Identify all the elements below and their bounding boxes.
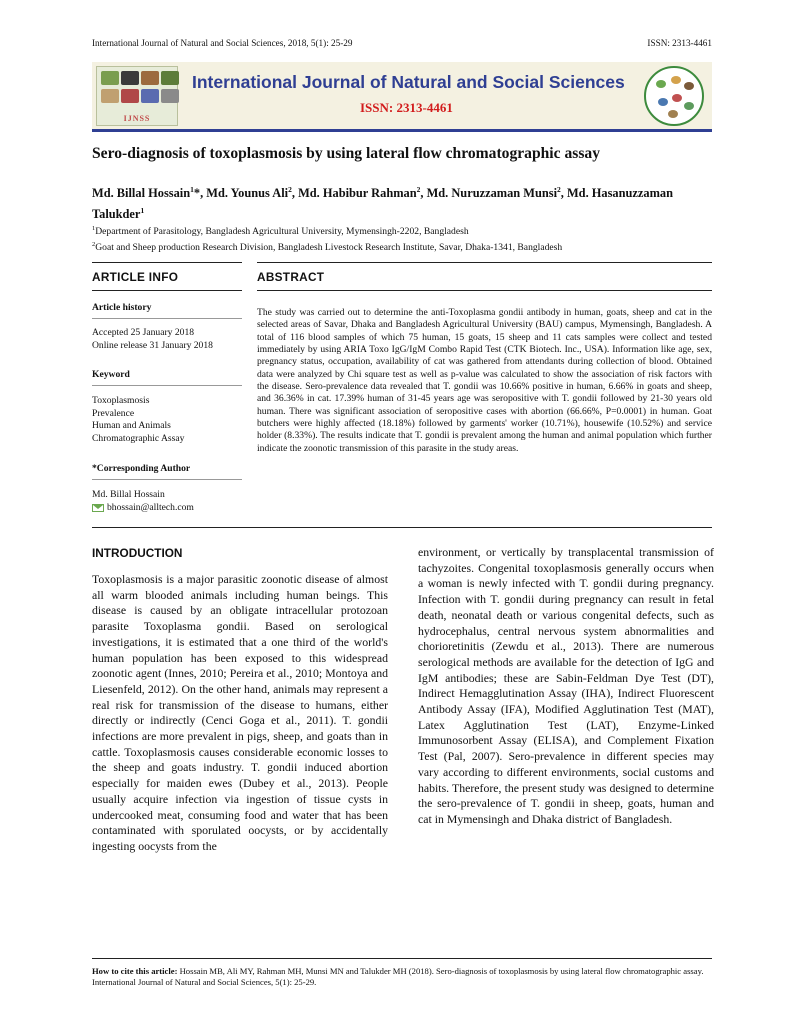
article-history bbox=[92, 302, 242, 315]
issn-header: ISSN: 2313-4461 bbox=[647, 38, 712, 48]
journal-citation-header: International Journal of Natural and Social Sciences, 2018, 5(1): 25-29 bbox=[92, 38, 353, 48]
divider bbox=[92, 958, 712, 959]
introduction-left-column: Toxoplasmosis is a major parasitic zoonotic disease of almost all warm blooded animals including human beings. This disease is caused by an obligate intracellular protozoan parasite Toxoplasma gondii. Based on serological investigations, it is estimated that a one third of the world's human population has been exposed to this widespread zoonotic agent (Innes, 2010; Pereira et al., 2010; Montoya and Liesenfeld, 2012). On the other hand, animals may represent a real risk for transmission of the disease to humans, either directly or indirectly (Cenci Goga et al., 2011). T. gondii infections are more prevalent in pigs, sheep, and goats than in cattle. Toxoplasmosis causes considerable economic losses to the sheep and goats industry. T. gondii induced abortion especially for maiden ewes (Dubey et al., 2013). People usually acquire infection via ingestion of tissue cysts in undercooked meat, consuming food and water that has been contaminated with sporulated oocysts, or by accidentally ingesting oocysts from the bbox=[92, 572, 388, 853]
author-affil-sup: 1 bbox=[140, 206, 145, 216]
journal-logo bbox=[96, 66, 178, 126]
journal-title: International Journal of Natural and Social Sciences bbox=[192, 72, 625, 92]
affiliations bbox=[92, 222, 712, 254]
email-icon bbox=[92, 504, 104, 512]
author-name: Md. Habibur Rahman bbox=[298, 186, 417, 201]
citation-text: Hossain MB, Ali MY, Rahman MH, Munsi MN and Talukder MH (2018). Sero-diagnosis of toxoplasmosis by using lateral flow chromatographic assay. International Journal of Natural and Social Sciences, 5(1): 25-29. bbox=[92, 966, 704, 987]
author-affil-sup: 1 bbox=[190, 185, 194, 194]
author-affil-sup: 2 bbox=[416, 185, 421, 194]
article-history-label: Article history bbox=[92, 302, 152, 313]
divider bbox=[92, 385, 242, 386]
divider bbox=[92, 527, 712, 528]
author-list: Md. Billal Hossain$^1$*, Md. Younus Ali$^2$, Md. Habibur Rahman$^2$, Md. Nuruzzaman Munsi$^2$, Md. Hasanuzzaman Talukder$^1$ bbox=[92, 185, 674, 222]
affiliation-2: $^2$Goat and Sheep production Research Division, Bangladesh Livestock Research Institute, Savar, Dhaka-1341, Bangladesh bbox=[92, 241, 563, 254]
journal-issn: ISSN: 2313-4461 bbox=[360, 100, 453, 115]
accepted-date: Accepted 25 January 2018 bbox=[92, 327, 195, 338]
running-header bbox=[92, 38, 712, 48]
author-affil-sup: 2 bbox=[557, 185, 561, 194]
divider bbox=[92, 479, 242, 480]
online-date: Online release 31 January 2018 bbox=[92, 339, 213, 351]
abstract-heading: ABSTRACT bbox=[257, 270, 325, 284]
abstract-text: The study was carried out to determine the anti-Toxoplasma gondii antibody in human, goats, sheep and cat in the selected areas of Savar, Dhaka and Bangladesh Agricultural University (BAU) campus, Mymensingh, Bangladesh. A total of 116 blood samples of which 75 human, 15 goats, 15 sheep and 11 cats samples were collect and tested immediately by using ARIA Toxo IgG/IgM Combo Rapid Test (CTK Biotech. Inc., USA). Information like age, sex, pregnancy status, occupation, availability of cat was gathered from attendants during collection of blood. Obtained data were analyzed by Chi square test as well as p-value was calculated to show the association of risk factors with the disease. Sero-prevalence data revealed that T. gondii was 10.66% positive in human, 6.66% in goats and sheep, and 36.36% in cat. 17.39% human of 31-45 years age was seropositive with T. gondii followed by 21-30 years old human. There was significant association of seropositive cases with abortion (66.66%, P=0.0001) in human. Goat butchers were highly affected (18.18%) followed by garments' worker (10.71%), housewife (10.52%) and service holder (8.33%). The results indicate that T. gondii is prevalent among the human and animal population which further indicate the zoonotic transmission of this parasite in the study areas. bbox=[257, 307, 712, 454]
citation-footer bbox=[92, 966, 712, 988]
keyword-item: Toxoplasmosis bbox=[92, 395, 150, 406]
divider bbox=[92, 318, 242, 319]
corresponding-details bbox=[92, 489, 242, 514]
corresponding-block bbox=[92, 463, 242, 476]
author-affil-sup: 2 bbox=[288, 185, 292, 194]
author-name: Md. Billal Hossain bbox=[92, 186, 191, 201]
keyword-item: Chromatographic Assay bbox=[92, 432, 185, 444]
logo-text: IJNSS bbox=[123, 114, 151, 123]
divider bbox=[92, 262, 242, 263]
email-row bbox=[92, 502, 242, 515]
affiliation-1: $^1$Department of Parasitology, Bangladesh Agricultural University, Mymensingh-2202, Bangladesh bbox=[92, 225, 469, 238]
keyword-label: Keyword bbox=[92, 369, 130, 380]
corresponding-name: Md. Billal Hossain bbox=[92, 489, 165, 500]
journal-banner bbox=[92, 62, 712, 132]
corresponding-mark: * bbox=[193, 186, 201, 201]
author-name: Md. Hasanuzzaman Talukder bbox=[92, 186, 674, 222]
journal-emblem bbox=[644, 66, 704, 126]
article-dates bbox=[92, 327, 242, 352]
article-info-heading: ARTICLE INFO bbox=[92, 270, 179, 284]
keyword-item: Prevalence bbox=[92, 407, 135, 419]
corresponding-label: *Corresponding Author bbox=[92, 463, 191, 474]
keyword-list bbox=[92, 395, 242, 445]
article-title: Sero-diagnosis of toxoplasmosis by using lateral flow chromatographic assay bbox=[92, 145, 600, 162]
keyword-item: Human and Animals bbox=[92, 420, 171, 431]
introduction-right-column: environment, or vertically by transplacental transmission of tachyzoites. Congenital toxoplasmosis generally occurs when a woman is newly infected with T. gondii during pregnancy. Infection with T. gondii during pregnancy can result in fetal death, neonatal death or various congenital defects, such as hydrocephalus, central nervous system abnormalities and chorioretinitis (Zewdu et al., 2013). There are numerous serological methods are available for the detection of IgG and IgM antibodies; these are Sabin-Feldman Dye Test (DT), Indirect Hemagglutination Assay (IHA), Indirect Fluorescent Antibody Assay (IFA), Modified Agglutination Test (MAT), Latex Agglutination Test (LAT), Enzyme-Linked Immunosorbent Assay (ELISA), and Complement Fixation Test (Pal, 2007). Sero-prevalence in different species may vary according to different environments, social customs and habits. Therefore, the present study was designed to determine the sero-prevalence of T. gondii in sheep, goats, human and cat in Mymensingh and Dhaka district of Bangladesh. bbox=[418, 545, 714, 826]
author-name: Md. Younus Ali bbox=[206, 186, 289, 201]
divider bbox=[257, 262, 712, 263]
divider bbox=[92, 290, 242, 291]
author-name: Md. Nuruzzaman Munsi bbox=[426, 186, 558, 201]
citation-label: How to cite this article: bbox=[92, 966, 178, 976]
email-address: bhossain@alltech.com bbox=[107, 501, 194, 513]
keyword-block bbox=[92, 369, 242, 382]
divider bbox=[257, 290, 712, 291]
introduction-heading: INTRODUCTION bbox=[92, 546, 183, 560]
